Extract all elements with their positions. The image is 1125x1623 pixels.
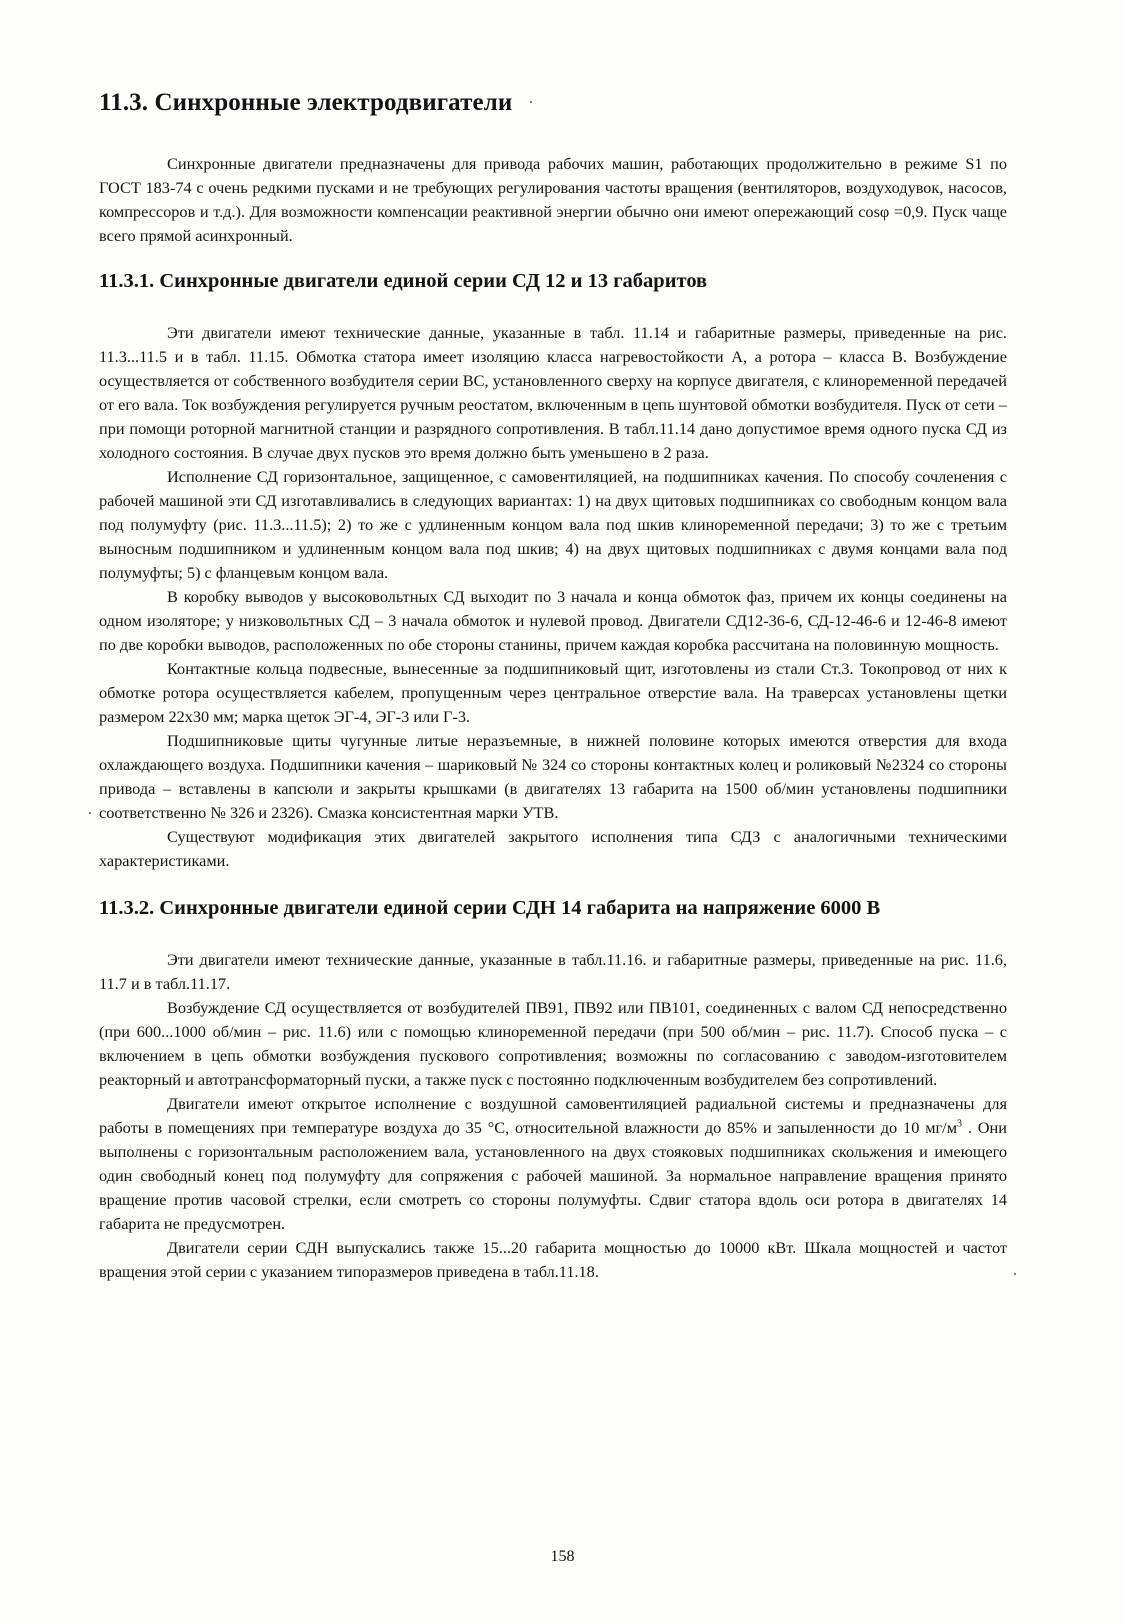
page-number: 158 [550, 1548, 575, 1565]
section-heading: 11.3.1. Синхронные двигатели единой серии СД 12 и 13 габаритов [99, 270, 708, 292]
intro-paragraph: Синхронные двигатели предназначены для привода рабочих машин, работающих продолжительно в режиме S1 по ГОСТ 183-74 с очень редкими пусками и не требующих регулирования частоты вращения (вентиляторов, воздуходувок, насосов, компрессоров и т.д.). Для возможности компенсации реактивной энергии обычно они имеют опережающий cosφ =0,9. Пуск чаще всего прямой асинхронный. [99, 154, 1007, 245]
paragraph: Двигатели серии СДН выпускались также 15...20 габарита мощностью до 10000 кВт. Шкала мощностей и частот вращения этой серии с указанием типоразмеров приведена в табл.11.18. [99, 1238, 1007, 1281]
paragraph: Возбуждение СД осуществляется от возбудителей ПВ91, ПВ92 или ПВ101, соединенных с валом СД непосредственно (при 600...1000 об/мин – рис. 11.6) или с помощью клиноременной передачи (при 500 об/мин – рис. 11.7). Способ пуска – с включением в цепь обмотки возбуждения пускового сопротивления; возможны по согласованию с заводом-изготовителем реакторный и автотрансформаторный пуски, а также пуск с постоянно подключенным возбудителем без сопротивлений. [99, 998, 1007, 1089]
paragraph: Подшипниковые щиты чугунные литые неразъемные, в нижней половине которых имеются отверстия для входа охлаждающего воздуха. Подшипники качения – шариковый № 324 со стороны контактных колец и роликовый №2324 со стороны привода – вставлены в капсюли и закрыты крышками (в двигателях 13 габарита на 1500 об/мин установлены подшипники соответственно № 326 и 2326). Смазка консистентная марки УТВ. [99, 731, 1007, 822]
page-title: 11.3. Синхронные электродвигатели [99, 89, 513, 116]
section-11-3-1 [99, 268, 1007, 873]
document-body [99, 88, 1007, 1284]
paragraph: Эти двигатели имеют технические данные, указанные в табл. 11.14 и габаритные размеры, приведенные на рис. 11.3...11.5 и в табл. 11.15. Обмотка статора имеет изоляцию класса нагревостойкости А, а ротора – класса В. Возбуждение осуществляется от собственного возбудителя серии ВС, установленного сверху на корпусе двигателя, с клиноременной передачей от его вала. Ток возбуждения регулируется ручным реостатом, включенным в цепь шунтовой обмотки возбудителя. Пуск от сети – при помощи роторной магнитной станции и разрядного сопротивления. В табл.11.14 дано допустимое время одного пуска СД из холодного состояния. В случае двух пусков это время должно быть уменьшено в 2 раза. [99, 323, 1007, 462]
paragraph-with-superscript [99, 1092, 1007, 1236]
paragraph: Эти двигатели имеют технические данные, указанные в табл.11.16. и габаритные размеры, приведенные на рис. 11.6, 11.7 и в табл.11.17. [99, 950, 1007, 993]
paragraph: В коробку выводов у высоковольтных СД выходит по 3 начала и конца обмоток фаз, причем их концы соединены на одном изоляторе; у низковольтных СД – 3 начала обмоток и нулевой провод. Двигатели СД12-36-6, СД-12-46-6 и 12-46-8 имеют по две коробки выводов, расположенных по обе стороны станины, причем каждая коробка рассчитана на половинную мощность. [99, 587, 1007, 654]
paragraph-text: . Они выполнены с горизонтальным расположением вала, установленного на двух стояковых подшипниках скольжения и имеющего один свободный конец под полумуфту для сопряжения с рабочей машиной. За нормальное направление вращения принято вращение против часовой стрелки, если смотреть со стороны полумуфты. Сдвиг статора вдоль оси ротора в двигателях 14 габарита не предусмотрен. [99, 1118, 1007, 1233]
intro-block [99, 152, 1007, 248]
paragraph: Исполнение СД горизонтальное, защищенное, с самовентиляцией, на подшипниках качения. По способу сочленения с рабочей машиной эти СД изготавливались в следующих вариантах: 1) на двух щитовых подшипниках со свободным концом вала под полумуфту (рис. 11.3...11.5); 2) то же с удлиненным концом вала под шкив клиноременной передачи; 3) то же с третьим выносным подшипником и удлиненным концом вала под шкив; 4) на двух щитовых подшипниках с двумя концами вала под полумуфты; 5) с фланцевым концом вала. [99, 467, 1007, 582]
section-heading: 11.3.2. Синхронные двигатели единой серии СДН 14 габарита на напряжение 6000 В [99, 897, 881, 919]
superscript: 3 [957, 1118, 962, 1130]
paragraph: Контактные кольца подвесные, вынесенные за подшипниковый щит, изготовлены из стали Ст.3. Токопровод от них к обмотке ротора осуществляется кабелем, пропущенным через центральное отверстие вала. На траверсах установлены щетки размером 22x30 мм; марка щеток ЭГ-4, ЭГ-3 или Г-3. [99, 659, 1007, 726]
scan-speck [89, 812, 91, 814]
scan-speck [1014, 1273, 1016, 1275]
paragraph-text: Двигатели имеют открытое исполнение с воздушной самовентиляцией радиальной системы и предназначены для работы в помещениях при температуре воздуха до 35 °С, относительной влажности до 85% и запыленности до 10 мг/м [99, 1094, 1007, 1137]
section-11-3-2 [99, 895, 1007, 1284]
paragraph: Существуют модификация этих двигателей закрытого исполнения типа СДЗ с аналогичными техническими характеристиками. [99, 827, 1007, 870]
